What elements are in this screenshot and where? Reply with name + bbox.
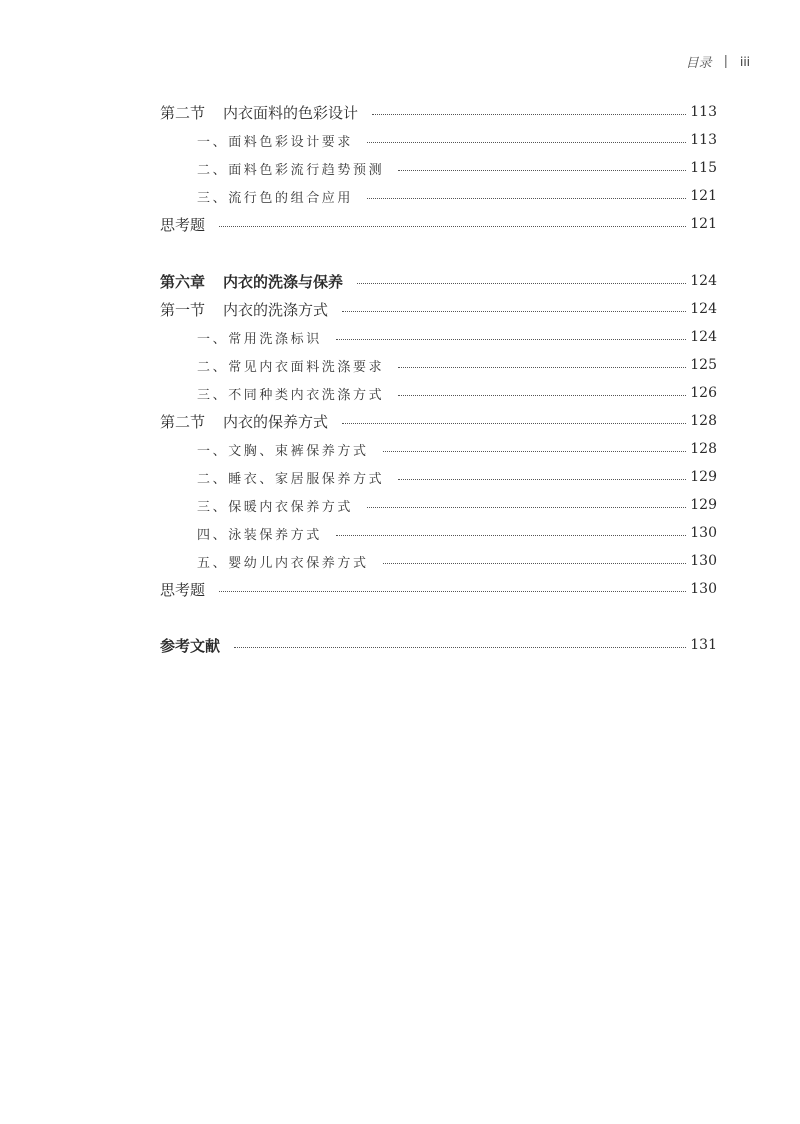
toc-entry-title: 婴幼儿内衣保养方式 [228,555,369,571]
toc-entry-number: 五、 [197,555,229,571]
toc-entry-label [160,384,384,403]
toc-entry-number: 第二节 [160,103,206,122]
toc-entry[interactable] [160,435,717,463]
dot-leader [383,562,687,564]
toc-entry-page: 113 [690,104,717,120]
toc-entry-page: 128 [690,413,717,429]
running-header [686,52,750,71]
toc-entry-page: 130 [690,553,717,569]
toc-entry-number: 二、 [197,359,229,375]
dot-leader [383,450,687,452]
toc-entry-page: 121 [690,216,717,232]
toc-entry[interactable] [160,407,717,435]
toc-entry[interactable] [160,154,717,182]
toc-entry-page: 115 [690,160,717,176]
toc-entry-title: 内衣的洗涤与保养 [223,272,344,291]
toc-entry-label [160,579,205,600]
toc-group [160,631,717,659]
toc-entry-label [160,411,328,432]
toc-entry-label [160,102,358,123]
toc-entry-number: 一、 [197,331,229,347]
header-section-name: 目录 [685,56,712,71]
toc-entry-label [160,271,343,292]
toc-entry[interactable] [160,267,717,295]
dot-leader [367,141,686,143]
toc-entry-number: 二、 [197,471,229,487]
toc-entry-number: 第一节 [160,300,206,319]
toc-entry-title: 内衣面料的色彩设计 [223,103,359,122]
toc-entry-number: 一、 [197,443,229,459]
toc-entry-number: 三、 [197,499,229,515]
toc-entry[interactable] [160,295,717,323]
toc-entry[interactable] [160,210,717,238]
toc-entry-number: 参考文献 [160,636,221,655]
toc-entry-page: 129 [690,497,717,513]
dot-leader [398,169,686,171]
toc-entry-label [160,496,353,515]
toc-entry[interactable] [160,182,717,210]
toc-group [160,98,717,238]
toc-entry-title: 面料色彩流行趋势预测 [228,162,385,178]
toc-entry[interactable] [160,491,717,519]
toc-entry-number: 一、 [197,134,229,150]
header-page-number: iii [739,54,750,69]
dot-leader [219,225,686,227]
toc-entry-label [160,299,328,320]
toc-entry-page: 128 [690,441,717,457]
toc-entry[interactable] [160,98,717,126]
dot-leader [367,506,686,508]
toc-entry-number: 三、 [197,190,229,206]
toc-entry[interactable] [160,519,717,547]
toc-entry-label [160,214,205,235]
toc-entry-label [160,131,353,150]
toc-entry-page: 124 [690,329,717,345]
toc-entry-page: 130 [690,525,717,541]
dot-leader [342,310,686,312]
dot-leader [336,338,686,340]
toc-entry-title: 内衣的洗涤方式 [223,300,329,319]
toc-entry-page: 121 [690,188,717,204]
toc-entry-number: 二、 [197,162,229,178]
toc-entry-page: 125 [690,357,717,373]
toc-entry-number: 第二节 [160,412,206,431]
dot-leader [357,282,686,284]
dot-leader [219,590,686,592]
toc-entry-page: 129 [690,469,717,485]
toc-entry[interactable] [160,547,717,575]
toc-group [160,267,717,603]
toc-entry-title: 保暖内衣保养方式 [228,499,354,515]
dot-leader [398,366,686,368]
toc-entry-label [160,635,220,656]
toc-entry[interactable] [160,323,717,351]
toc-entry[interactable] [160,351,717,379]
dot-leader [367,197,686,199]
toc-entry[interactable] [160,575,717,603]
toc-entry[interactable] [160,631,717,659]
dot-leader [398,478,686,480]
toc-entry-number: 第六章 [160,272,206,291]
toc-entry-title: 面料色彩设计要求 [228,134,354,150]
toc-entry[interactable] [160,126,717,154]
toc-entry[interactable] [160,379,717,407]
toc-entry-title: 流行色的组合应用 [228,190,354,206]
toc-entry-label [160,356,384,375]
toc-entry-number: 思考题 [160,580,206,599]
toc-entry-title: 泳装保养方式 [228,527,322,543]
toc-entry-title: 常见内衣面料洗涤要求 [228,359,385,375]
toc-entry-page: 131 [690,637,717,653]
toc-entry-label [160,552,369,571]
dot-leader [234,646,686,648]
toc-entry-page: 130 [690,581,717,597]
toc-entry-number: 思考题 [160,215,206,234]
toc-entry-label [160,524,322,543]
toc-entry-number: 三、 [197,387,229,403]
dot-leader [398,394,686,396]
toc-entry-page: 124 [690,273,717,289]
dot-leader [372,113,686,115]
toc-entry-title: 内衣的保养方式 [223,412,329,431]
toc-entry-page: 124 [690,301,717,317]
toc-entry-label [160,159,384,178]
dot-leader [342,422,686,424]
dot-leader [336,534,686,536]
toc-entry-title: 常用洗涤标识 [228,331,322,347]
toc-entry-page: 126 [690,385,717,401]
toc-entry-label [160,187,353,206]
toc-entry-title: 不同种类内衣洗涤方式 [228,387,385,403]
toc-entry-title: 睡衣、家居服保养方式 [228,471,385,487]
toc-entry-page: 113 [690,132,717,148]
toc-entry-label [160,328,322,347]
header-divider: | [723,54,728,69]
toc-entry-number: 四、 [197,527,229,543]
toc-entry-title: 文胸、束裤保养方式 [228,443,369,459]
toc-entry-label [160,468,384,487]
toc-entry-label [160,440,369,459]
toc-entry[interactable] [160,463,717,491]
